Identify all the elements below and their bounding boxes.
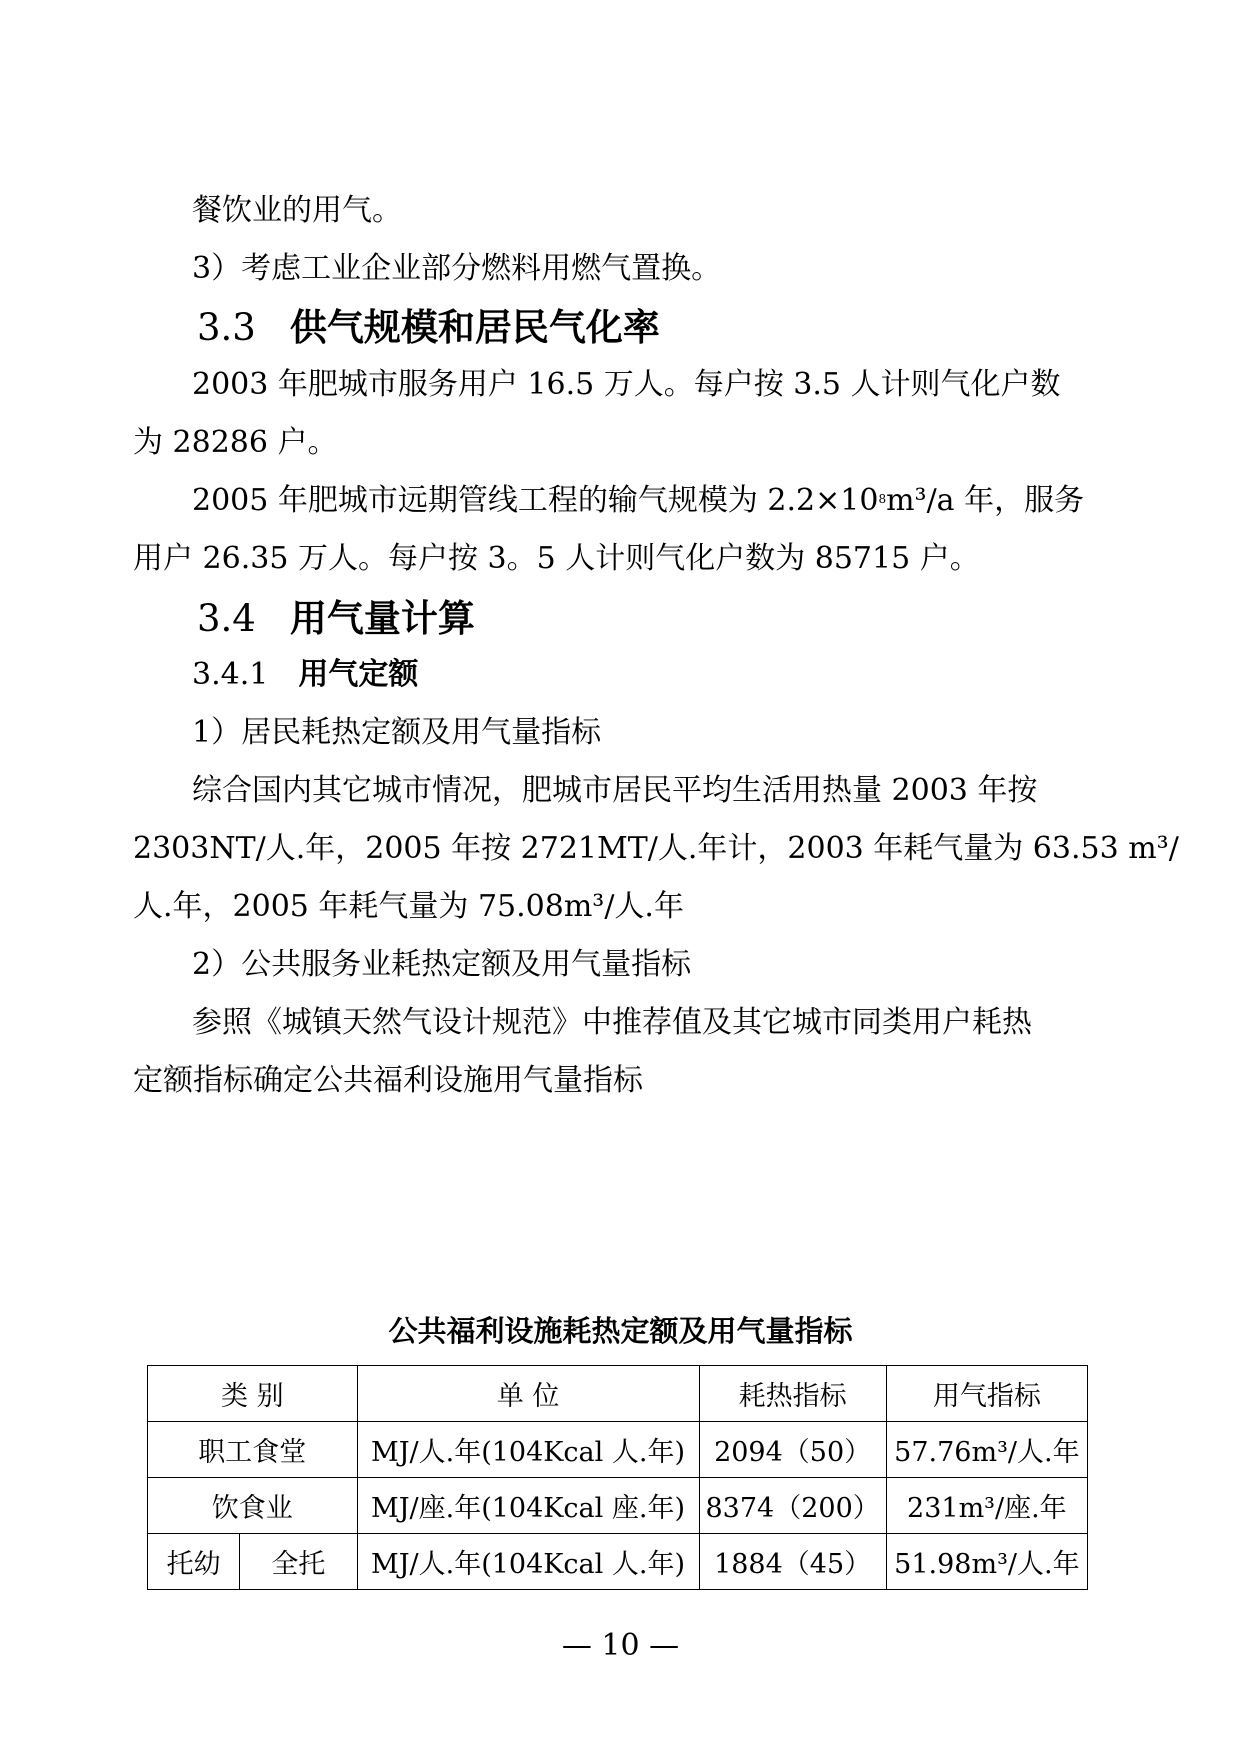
cell-group: 托幼 [148,1534,240,1590]
paragraph-public-service: 2）公共服务业耗热定额及用气量指标 [192,947,692,982]
paragraph-2003-users-line1: 2003 年肥城市服务用户 16.5 万人。每户按 3.5 人计则气化户数 [192,367,1061,402]
paragraph-resident-detail-line2: 2303NT/人.年，2005 年按 2721MT/人.年计，2003 年耗气量为 63.53 m³/ [133,831,1179,866]
paragraph-reference-line1: 参照《城镇天然气设计规范》中推荐值及其它城市同类用户耗热 [192,1005,1032,1040]
heading-3-4-1 [192,655,418,695]
scale-text-a: 2005 年肥城市远期管线工程的输气规模为 2.2×10 [192,483,879,518]
cell-gas: 51.98m³/人.年 [886,1534,1087,1590]
cell-category: 饮食业 [148,1478,358,1534]
cell-subcategory: 全托 [240,1534,357,1590]
heading-3-3 [197,305,660,351]
header-category: 类 别 [148,1366,358,1422]
public-facilities-table [147,1365,1088,1590]
scale-exponent: 8 [878,492,887,506]
paragraph-resident-detail-line3: 人.年，2005 年耗气量为 75.08m³/人.年 [133,889,684,924]
heading-3-3-title: 供气规模和居民气化率 [289,306,660,349]
cell-gas: 57.76m³/人.年 [886,1422,1087,1478]
cell-heat: 2094（50） [699,1422,886,1478]
cell-gas: 231m³/座.年 [886,1478,1087,1534]
cell-unit: MJ/人.年(104Kcal 人.年) [357,1534,699,1590]
header-unit: 单 位 [357,1366,699,1422]
heading-3-3-number: 3.3 [197,306,256,349]
table-caption: 公共福利设施耗热定额及用气量指标 [388,1314,853,1348]
paragraph-2003-users-line2: 为 28286 户。 [133,425,338,460]
header-heat: 耗热指标 [699,1366,886,1422]
page-number: — 10 — [561,1628,680,1663]
scale-text-b: m³/a 年，服务 [886,483,1085,518]
header-gas: 用气指标 [886,1366,1087,1422]
paragraph-catering: 餐饮业的用气。 [192,193,402,228]
heading-3-4-title: 用气量计算 [289,597,475,640]
heading-3-4-1-title: 用气定额 [298,657,419,692]
heading-3-4 [197,596,475,642]
paragraph-resident-heat: 1）居民耗热定额及用气量指标 [192,715,602,750]
heading-3-4-number: 3.4 [197,597,256,640]
table-header-row [148,1366,1088,1422]
paragraph-2005-scale-line2: 用户 26.35 万人。每户按 3。5 人计则气化户数为 85715 户。 [133,541,980,576]
cell-heat: 1884（45） [699,1534,886,1590]
cell-unit: MJ/人.年(104Kcal 人.年) [357,1422,699,1478]
heading-3-4-1-number: 3.4.1 [192,657,269,692]
paragraph-reference-line2: 定额指标确定公共福利设施用气量指标 [133,1063,643,1098]
paragraph-resident-detail-line1: 综合国内其它城市情况，肥城市居民平均生活用热量 2003 年按 [192,773,1038,808]
table-row [148,1534,1088,1590]
paragraph-industrial: 3）考虑工业企业部分燃料用燃气置换。 [192,251,722,286]
cell-category: 职工食堂 [148,1422,358,1478]
table-row [148,1422,1088,1478]
cell-heat: 8374（200） [699,1478,886,1534]
cell-unit: MJ/座.年(104Kcal 座.年) [357,1478,699,1534]
table-row [148,1478,1088,1534]
paragraph-2005-scale-line1 [192,481,1084,521]
